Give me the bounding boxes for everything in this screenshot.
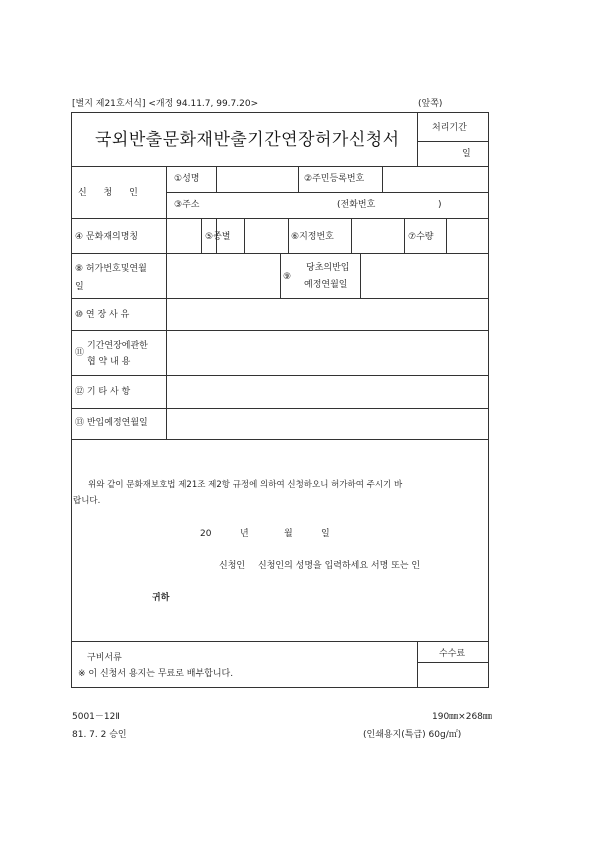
type-field[interactable]: [245, 219, 287, 252]
divider: [288, 218, 289, 253]
signer-label: 신청인: [219, 561, 246, 571]
address-label: ③주소: [174, 200, 200, 210]
designation-label: ⑥지정번호: [291, 232, 334, 242]
planned-return-label: 당초의반입 예정연월일: [304, 263, 350, 290]
declaration-line1: 위와 같이 문화재보호법 제21조 제2항 규정에 의하여 신청하오니 허가하여 주시기 바: [88, 480, 403, 490]
other-matters-field[interactable]: [167, 376, 488, 407]
declaration-line2: 랍니다.: [73, 496, 101, 506]
applicant-label: 신 청 인: [78, 188, 138, 198]
agreement-num: ⑪: [75, 348, 85, 358]
page-side-label: (앞쪽): [418, 99, 443, 109]
quantity-label: ⑦수량: [408, 232, 434, 242]
fee-label: 수수료: [439, 649, 466, 659]
approval-date: 81. 7. 2 승인: [72, 730, 127, 740]
quantity-field[interactable]: [447, 219, 488, 252]
return-date-label: ⑬ 반입예정연월일: [75, 418, 148, 428]
planned-return-num: ⑨: [283, 272, 292, 282]
divider: [71, 439, 489, 440]
date-year-unit: 년: [240, 529, 249, 539]
extension-reason-field[interactable]: [167, 299, 488, 329]
property-name-label: ④ 문화재의명칭: [75, 232, 139, 242]
type-label: ⑤종별: [205, 232, 231, 242]
signature-field[interactable]: 신청인의 성명을 입력하세요 서명 또는 인: [258, 561, 421, 571]
designation-field[interactable]: [352, 219, 403, 252]
return-date-field[interactable]: [167, 409, 488, 438]
processing-period-label: 처리기간: [432, 123, 467, 133]
phone-close: ): [438, 200, 442, 210]
date-day-unit: 일: [321, 529, 330, 539]
date-year: 20: [200, 529, 212, 539]
extension-reason-label: ⑩ 연 장 사 유: [75, 310, 130, 320]
phone-label: (전화번호: [337, 200, 376, 210]
form-title: 국외반출문화재반출기간연장허가신청서: [95, 130, 400, 150]
name-label: ①성명: [174, 174, 200, 184]
property-name-field[interactable]: [167, 219, 200, 252]
address-field[interactable]: [217, 193, 335, 217]
form-code: 5001－12Ⅱ: [72, 712, 120, 722]
free-distribution-notice: ※ 이 신청서 용지는 무료로 배부합니다.: [78, 669, 234, 679]
fee-field[interactable]: [418, 663, 488, 687]
divider: [417, 141, 489, 142]
divider: [404, 218, 405, 253]
rrn-field[interactable]: [383, 167, 488, 191]
recipient: 귀하: [152, 593, 170, 603]
divider: [280, 253, 281, 298]
agreement-label: 기간연장에관한 협 약 내 용: [87, 341, 148, 367]
other-matters-label: ⑫ 기 타 사 항: [75, 387, 131, 397]
planned-return-field[interactable]: [361, 254, 488, 297]
rrn-label: ②주민등록번호: [304, 174, 365, 184]
form-reference: [별지 제21호서식] <개정 94.11.7, 99.7.20>: [72, 99, 259, 109]
divider: [417, 112, 418, 166]
paper-size: 190㎜×268㎜: [432, 712, 492, 722]
paper-spec: (인쇄용지(특급) 60g/㎡): [363, 730, 462, 740]
processing-period-unit: 일: [462, 149, 471, 159]
permit-label: ⑧ 허가번호및연월 일: [75, 264, 147, 292]
attachments-label: 구비서류: [87, 653, 122, 663]
agreement-field[interactable]: [167, 331, 488, 374]
name-field[interactable]: [217, 167, 297, 191]
divider: [71, 641, 489, 642]
date-month-unit: 월: [284, 529, 293, 539]
divider: [201, 218, 202, 253]
permit-field[interactable]: [167, 254, 279, 297]
divider: [298, 166, 299, 192]
